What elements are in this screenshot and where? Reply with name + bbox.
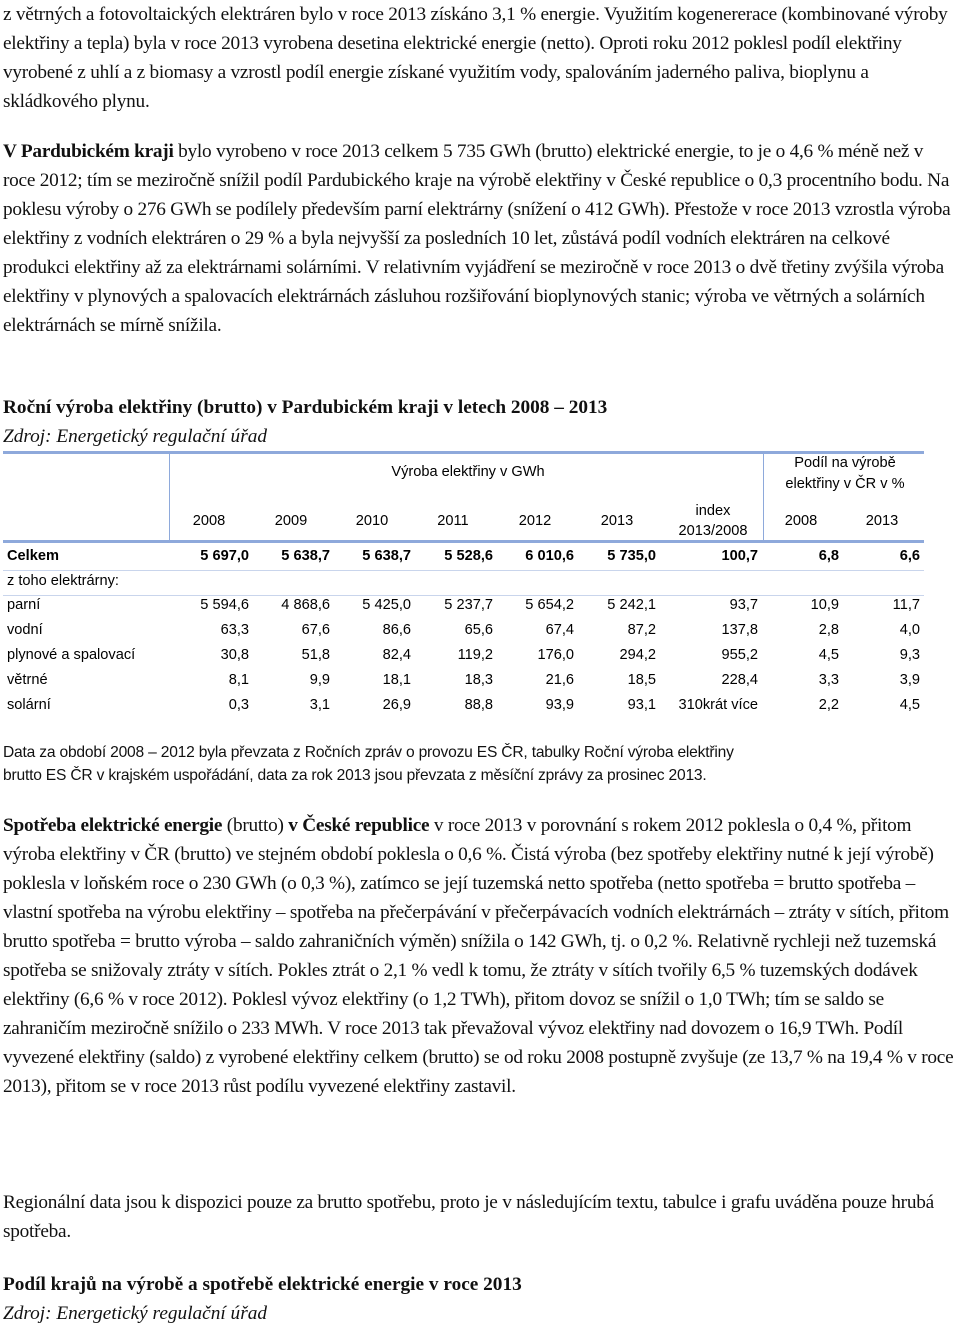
table-row-label: z toho elektrárny: [7,573,119,589]
table-cell: 26,9 [382,697,411,713]
table-cell: 11,7 [892,597,920,613]
table-cell: 5 638,7 [281,548,330,564]
consumption-lead-2: v České republice [288,815,430,836]
table-cell: 8,1 [228,672,249,688]
regions-heading [3,1270,955,1328]
table-cell: 30,8 [220,647,249,663]
table-cell: 2,8 [818,622,839,638]
header-share-2: elektřiny v ČR v % [785,476,905,492]
table-cell: 6 010,6 [525,548,574,564]
table-cell: 10,9 [810,597,839,613]
table-cell: 5 697,0 [200,548,249,564]
table-note [3,741,943,787]
table-row-label: větrné [7,672,48,688]
table-row-label: parní [7,597,41,613]
production-table [3,451,924,717]
table-cell: 9,3 [899,647,920,663]
table-header-rule [3,540,924,543]
col-2011: 2011 [437,513,469,529]
table-cell: 5 425,0 [362,597,411,613]
regions-source: Zdroj: Energetický regulační úřad [3,1303,267,1324]
col-index-period: 2013/2008 [678,523,748,539]
table-cell: 5 237,7 [444,597,493,613]
table-divider [763,454,764,542]
regional-note-text: Regionální data jsou k dispozici pouze za brutto spotřebu, proto je v následujícím textu, tabulce i grafu uváděna pouze hrubá spotřeba. [3,1192,934,1242]
consumption-lead: Spotřeba elektrické energie [3,815,223,836]
table-cell: 5 638,7 [362,548,411,564]
table-cell: 3,9 [899,672,920,688]
table-cell: 82,4 [382,647,411,663]
table-cell: 6,6 [899,548,920,564]
table-divider [169,454,170,542]
table-cell: 67,4 [545,622,574,638]
table-row-label: vodní [7,622,43,638]
table-row-separator [3,595,924,596]
consumption-text-1: (brutto) [222,815,289,836]
col-share-2008: 2008 [784,513,818,529]
table-cell: 294,2 [619,647,656,663]
table-cell: 18,3 [464,672,493,688]
table-cell: 3,1 [309,697,330,713]
table-cell: 2,2 [818,697,839,713]
col-index: index [695,503,731,519]
table-cell: 18,1 [382,672,411,688]
table-row-label: plynové a spalovací [7,647,136,663]
table-source: Zdroj: Energetický regulační úřad [3,426,267,447]
col-2010: 2010 [355,513,389,529]
table-cell: 3,3 [818,672,839,688]
table-note-line-1: Data za období 2008 – 2012 byla převzata z Ročních zpráv o provozu ES ČR, tabulky Roční výroba elektřiny [3,744,734,761]
table-cell: 228,4 [721,672,758,688]
table-cell: 100,7 [721,548,758,564]
czech-consumption-paragraph [3,811,955,1101]
intro-paragraph [3,0,955,116]
table-cell: 87,2 [627,622,656,638]
table-row-separator [3,570,924,571]
table-cell: 5 735,0 [607,548,656,564]
col-2009: 2009 [274,513,308,529]
table-cell: 955,2 [721,647,758,663]
table-row-label: Celkem [7,548,59,564]
table-note-line-2: brutto ES ČR v krajském uspořádání, data za rok 2013 jsou převzata z měsíční zprávy za prosinec 2013. [3,767,707,784]
regions-title: Podíl krajů na výrobě a spotřebě elektrické energie v roce 2013 [3,1274,522,1295]
table-cell: 119,2 [457,647,493,663]
table-row-label: solární [7,697,51,713]
table-cell: 63,3 [220,622,249,638]
table-cell: 4 868,6 [281,597,330,613]
table-cell: 310krát více [678,697,758,713]
table-cell: 51,8 [301,647,330,663]
regional-note-paragraph [3,1188,955,1246]
table-cell: 93,7 [729,597,758,613]
table-cell: 4,0 [899,622,920,638]
table-cell: 4,5 [818,647,839,663]
table-cell: 0,3 [228,697,249,713]
table-cell: 67,6 [301,622,330,638]
col-2008: 2008 [192,513,226,529]
col-2012: 2012 [518,513,552,529]
table-title: Roční výroba elektřiny (brutto) v Pardubickém kraji v letech 2008 – 2013 [3,397,608,418]
table-cell: 6,8 [818,548,839,564]
table-cell: 5 242,1 [607,597,656,613]
table-heading [3,393,955,451]
consumption-text-2: v roce 2013 v porovnání s rokem 2012 poklesla o 0,4 %, přitom výroba elektřiny v ČR (brutto) ve stejném období poklesla o 0,6 %. Čistá výroba (bez spotřeby elektřiny nutné k její výrobě) poklesla v loňském roce o 230 GWh (o 0,3 %), zatímco se její tuzemská netto spotřeba (netto spotřeba = brutto spotřeba – vlastní spotřeba na výrobu elektřiny – spotřeba na přečerpávání v přečerpávacích vodních elektrárnách – ztráty v sítích, přitom brutto spotřeba = brutto výroba – saldo zahraničních výměn) snížila o 142 GWh, tj. o 0,2 %. Relativně rychleji než tuzemská spotřeba se snižovaly ztráty v sítích. Pokles ztrát o 2,1 % vedl k tomu, že ztráty v sítích tvořily 6,5 % tuzemských dodávek elektřiny (6,6 % v roce 2012). Poklesl vývoz elektřiny (o 1,2 TWh), přitom dovoz se snížil o 1,0 TWh; tím se saldo se zahraničím meziročně snížilo o 233 MWh. V roce 2013 tak převažoval vývoz elektřiny nad dovozem o 16,9 TWh. Podíl vyvezené elektřiny (saldo) z vyrobené elektřiny celkem (brutto) se od roku 2008 postupně zvyšuje (ze 13,7 % na 19,4 % v roce 2013), přitom se v roce 2013 růst podílu vyvezené elektřiny zastavil. [3,815,954,1097]
table-cell: 4,5 [899,697,920,713]
table-cell: 21,6 [545,672,574,688]
table-cell: 93,1 [627,697,656,713]
pardubice-paragraph [3,137,955,340]
table-cell: 18,5 [627,672,656,688]
header-share-1: Podíl na výrobě [794,455,896,471]
table-cell: 5 594,6 [200,597,249,613]
col-2013: 2013 [600,513,634,529]
table-cell: 5 528,6 [444,548,493,564]
pardubice-text: bylo vyrobeno v roce 2013 celkem 5 735 GWh (brutto) elektrické energie, to je o 4,6 % méně než v roce 2012; tím se meziročně snížil podíl Pardubického kraje na výrobě elektřiny v České republice o 0,3 procentního bodu. Na poklesu výroby o 276 GWh se podílely především parní elektrárny (snížení o 412 GWh). Přestože v roce 2013 vzrostla výroba elektřiny z vodních elektráren o 29 % a byla nejvyšší za posledních 10 let, zůstává podíl vodních elektráren na celkové produkci elektřiny až za elektrárnami solárními. V relativním vyjádření se meziročně v roce 2013 o dvě třetiny zvýšila výroba elektřiny v plynových a spalovacích elektrárnách zásluhou rozšiřování bioplynových stanic; výroba ve větrných a solárních elektrárnách se mírně snížila. [3,141,951,336]
pardubice-lead: V Pardubickém kraji [3,141,174,162]
table-cell: 176,0 [537,647,574,663]
table-cell: 137,8 [721,622,758,638]
col-share-2013: 2013 [865,513,899,529]
table-cell: 9,9 [309,672,330,688]
table-cell: 65,6 [464,622,493,638]
table-cell: 88,8 [464,697,493,713]
table-cell: 5 654,2 [525,597,574,613]
table-cell: 86,6 [382,622,411,638]
header-production: Výroba elektřiny v GWh [391,464,545,480]
table-cell: 93,9 [545,697,574,713]
intro-paragraph-text: z větrných a fotovoltaických elektráren bylo v roce 2013 získáno 3,1 % energie. Využitím kogenererace (kombinované výroby elektřiny a tepla) byla v roce 2013 vyrobena desetina elektrické energie (netto). Oproti roku 2012 poklesl podíl elektřiny vyrobené z uhlí a z biomasy a vzrostl podíl energie získané využitím vody, spalováním jaderného paliva, bioplynu a skládkového plynu. [3,4,948,112]
